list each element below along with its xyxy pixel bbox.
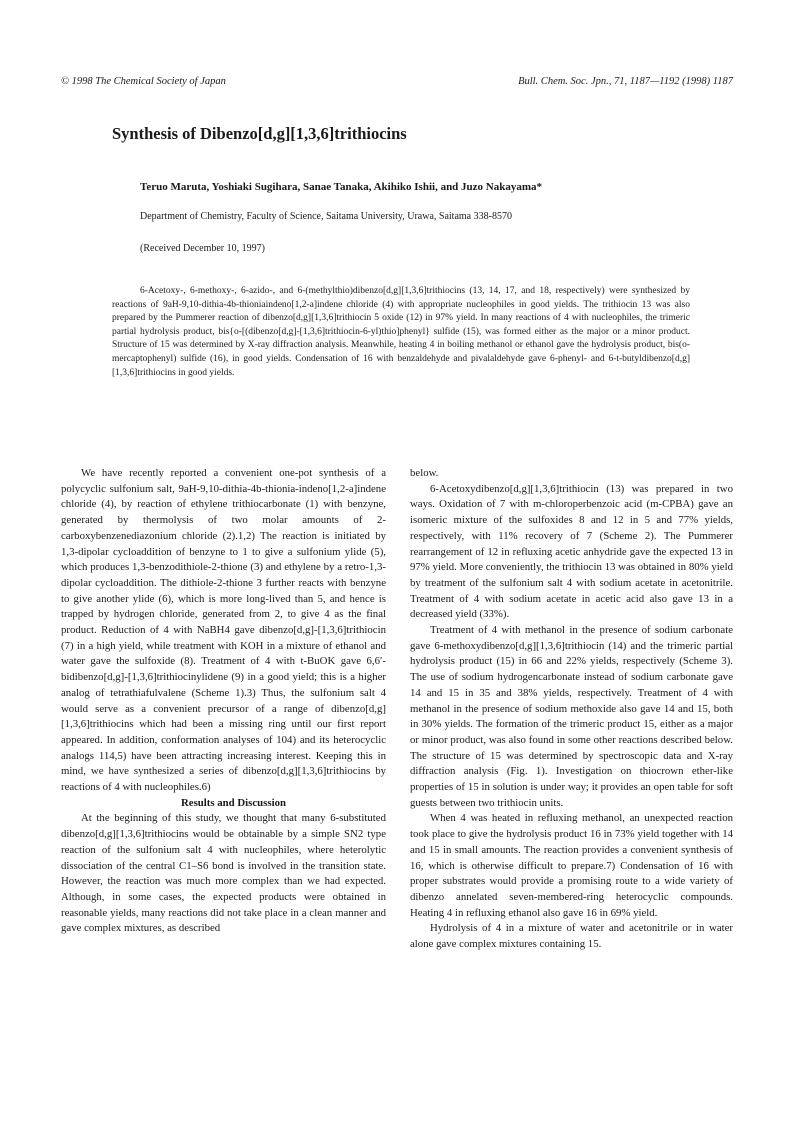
affiliation: Department of Chemistry, Faculty of Science, Saitama University, Urawa, Saitama 338-8570: [140, 211, 512, 222]
results-paragraph: At the beginning of this study, we thought that many 6-substituted dibenzo[d,g][1,3,6]trithiocins would be obtainable by a simple SN2 type reaction of the sulfonium salt 4 with nucleophiles, where heterolytic dissociation of the central C1–S6 bond is involved in the transition state. However, the reaction was much more complex than we had expected. Although, in some cases, the expected products were obtained in reasonable yields, many reactions did not take place in a clean manner and gave complex mixtures, as described: [61, 812, 386, 935]
copyright-header: © 1998 The Chemical Society of Japan: [61, 76, 226, 87]
citation-header: Bull. Chem. Soc. Jpn., 71, 1187—1192 (1998) 1187: [518, 76, 733, 87]
continued-text: below.: [410, 467, 439, 479]
acetoxy-paragraph: 6-Acetoxydibenzo[d,g][1,3,6]trithiocin (13) was prepared in two ways. Oxidation of 7 with m-chloroperbenzoic acid (m-CPBA) gave an isomeric mixture of the sulfoxides 8 and 12 in 5 and 77% yields, respectively, with 11% recovery of 7 (Scheme 2). The Pummerer rearrangement of 12 in refluxing acetic anhydride gave the expected 13 in 97% yield. More conveniently, the trithiocin 13 was obtained in 80% yield by treatment of the sulfonium salt 4 with sodium acetate in acetonitrile. Treatment of 4 with sodium acetate in acetic acid also gave 13 in a decreased yield (33%).: [410, 482, 733, 621]
abstract: 6-Acetoxy-, 6-methoxy-, 6-azido-, and 6-(methylthio)dibenzo[d,g][1,3,6]trithiocins (13, 14, 17, and 18, respectively) were synthesized by reactions of 9aH-9,10-dithia-4b-thioniaindeno[1,2-a]indene chloride (4) with appropriate nucleophiles in good yields. The trithiocin 13 was also prepared by the Pummerer reaction of dibenzo[d,g][1,3,6]trithiocin 5 oxide (12) in 97% yield. In many reactions of 4 with nucleophiles, the trimeric partial hydrolysis product, bis{o-[(dibenzo[d,g]-[1,3,6]trithiocin-6-yl)thio]phenyl} sulfide (15), was formed either as the major or a minor product. Structure of 15 was determined by X-ray diffraction analysis. Meanwhile, heating 4 in boiling methanol or ethanol gave the hydrolysis product, bis(o-mercaptophenyl) sulfide (16), in good yields. Condensation of 16 with benzaldehyde and pivalaldehyde gave 6-phenyl- and 6-t-butyldibenzo[d,g][1,3,6]trithiocins in good yields.: [112, 286, 690, 378]
methanol-paragraph: Treatment of 4 with methanol in the presence of sodium carbonate gave 6-methoxydibenzo[d,g][1,3,6]trithiocin (14) and the trimeric partial hydrolysis product (15) in 66 and 22% yields, respectively (Scheme 3). The use of sodium hydrogencarbonate instead of sodium carbonate gave 14 and 15 in 35 and 38% yields, respectively. Treatment of 4 with methanol in the presence of sodium methoxide also gave 14 and 15, both in 30% yields. The formation of the trimeric product 15, either as a major or minor product, was also found in some other reactions described below. The structure of 15 was determined by spectroscopic data and X-ray diffraction analysis (Fig. 1). Investigation on thiocrown ether-like properties of 15 in solution is under way; it provides an open table for soft guests between two trithiocin units.: [410, 624, 733, 809]
water-paragraph: Hydrolysis of 4 in a mixture of water and acetonitrile or in water alone gave complex mixtures containing 15.: [410, 922, 733, 951]
paper-title: Synthesis of Dibenzo[d,g][1,3,6]trithiocins: [112, 124, 407, 143]
hydrolysis-paragraph: When 4 was heated in refluxing methanol, an unexpected reaction took place to give the hydrolysis product 16 in 73% yield together with 14 and 15 in small amounts. The reaction provides a convenient synthesis of 16, which is otherwise difficult to prepare.7) Condensation of 16 with proper substrates would provide a promising route to a wide variety of dibenzo annelated seven-membered-ring heterocyclic compounds. Heating 4 in refluxing ethanol also gave 16 in 69% yield.: [410, 812, 733, 919]
right-column: [410, 466, 733, 953]
author-list: Teruo Maruta, Yoshiaki Sugihara, Sanae Tanaka, Akihiko Ishii, and Juzo Nakayama*: [140, 181, 543, 193]
left-column: [61, 466, 386, 937]
intro-paragraph: We have recently reported a convenient one-pot synthesis of a polycyclic sulfonium salt, 9aH-9,10-dithia-4b-thionia-indeno[1,2-a]indene chloride (4), by reaction of ethylene trithiocarbonate (1) with benzyne, generated by thermolysis of two molar amounts of 2-carboxybenzenediazonium chloride (2).1,2) The reaction is initiated by 1,3-dipolar cycloaddition of benzyne to 1 to give a sulfonium ylide (5), which produces 1,3-benzodithiole-2-thione (3) and ethylene by a retro-1,3-dipolar cycloaddition. The dithiole-2-thione 3 further reacts with benzyne to give another ylide (6), which is more long-lived than 5, and hence is trapped by hydrogen chloride, generated from 2, to give 4 as the final product. Reduction of 4 with NaBH4 gave dibenzo[d,g]-[1,3,6]trithiocin (7) in a high yield, while treatment with KOH in a mixture of ethanol and water gave the sulfoxide (8). Treatment of 4 with t-BuOK gave 6,6′-bidibenzo[d,g]-[1,3,6]trithiocinylidene (9) in a good yield; this is a higher analog of tetrathiafulvalene (Scheme 1).3) Thus, the sulfonium salt 4 would serve as a convenient precursor of a range of dibenzo[d,g][1,3,6]trithiocins which had been a missing ring until our first report appeared. In addition, conformation analyses of 104) and its heterocyclic analogs 114,5) have been attracting increasing interest. Keeping this in mind, we have synthesized a series of dibenzo[d,g][1,3,6]trithiocins by reactions of 4 with nucleophiles.6): [61, 467, 386, 794]
section-heading: Results and Discussion: [180, 796, 286, 809]
received-date: (Received December 10, 1997): [140, 243, 265, 254]
